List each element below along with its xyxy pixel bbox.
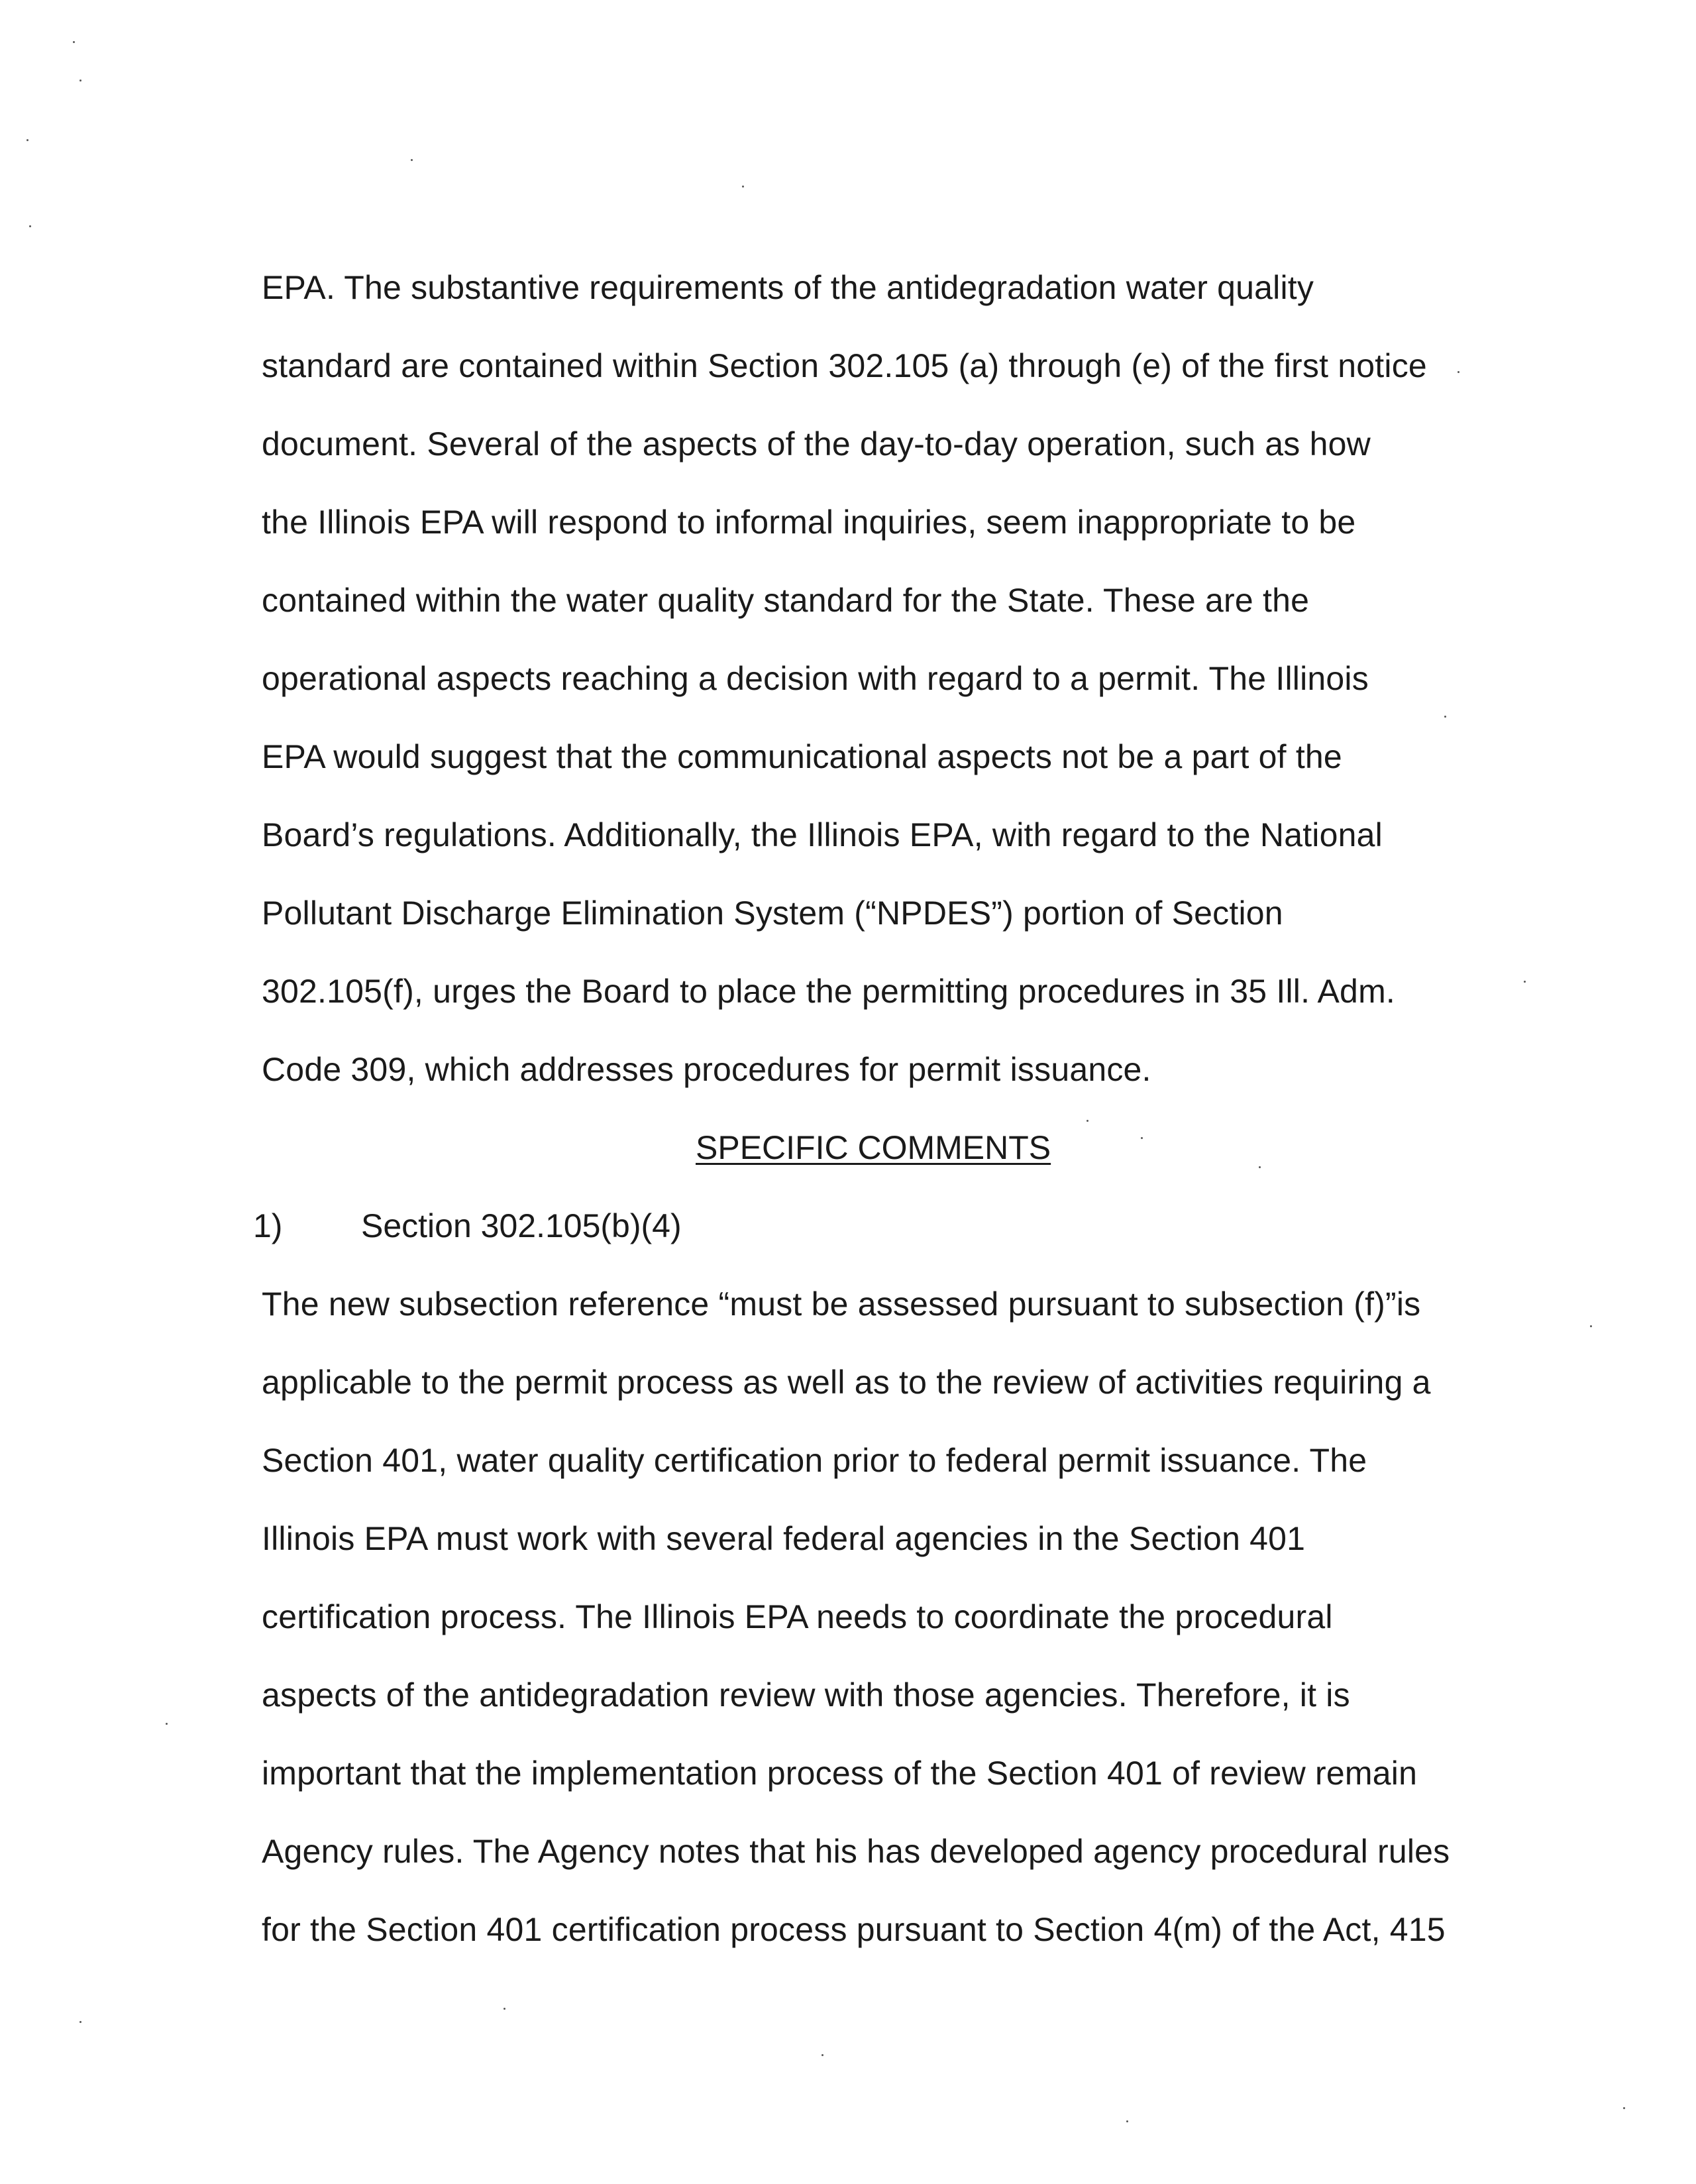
- item-line: for the Section 401 certification process pursuant to Section 4(m) of the Act, 415: [262, 1911, 1446, 1948]
- scan-speck: [73, 41, 75, 43]
- section-heading: SPECIFIC COMMENTS: [696, 1129, 1051, 1166]
- paragraph-line: contained within the water quality standard for the State. These are the: [262, 582, 1310, 619]
- paragraph-line: document. Several of the aspects of the day-to-day operation, such as how: [262, 425, 1371, 463]
- scan-speck: [26, 139, 28, 141]
- scan-speck: [1141, 1137, 1143, 1139]
- paragraph-line: operational aspects reaching a decision with regard to a permit. The Illinois: [262, 660, 1369, 697]
- paragraph-line: Pollutant Discharge Elimination System (“NPDES”) portion of Section: [262, 895, 1283, 932]
- item-line: applicable to the permit process as well as to the review of activities requiring a: [262, 1364, 1431, 1401]
- paragraph-line: EPA would suggest that the communicational aspects not be a part of the: [262, 738, 1342, 775]
- paragraph-line: Board’s regulations. Additionally, the Illinois EPA, with regard to the National: [262, 816, 1383, 853]
- scan-speck: [411, 159, 413, 161]
- paragraph-line: 302.105(f), urges the Board to place the permitting procedures in 35 Ill. Adm.: [262, 973, 1396, 1010]
- scan-speck: [504, 2008, 505, 2010]
- scan-speck: [29, 225, 31, 227]
- item-line: important that the implementation process of the Section 401 of review remain: [262, 1755, 1418, 1792]
- scan-speck: [822, 2054, 823, 2056]
- paragraph-line: standard are contained within Section 302.105 (a) through (e) of the first notice: [262, 347, 1427, 384]
- item-line: Agency rules. The Agency notes that his has developed agency procedural rules: [262, 1833, 1450, 1870]
- item-line: Illinois EPA must work with several federal agencies in the Section 401: [262, 1520, 1306, 1557]
- scan-speck: [1086, 1120, 1088, 1122]
- paragraph-line: Code 309, which addresses procedures for permit issuance.: [262, 1051, 1151, 1088]
- scan-speck: [80, 2021, 81, 2023]
- scan-speck: [1623, 2107, 1625, 2109]
- item-line: Section 401, water quality certification prior to federal permit issuance. The: [262, 1442, 1367, 1479]
- scan-speck: [1524, 981, 1526, 983]
- paragraph-line: EPA. The substantive requirements of the antidegradation water quality: [262, 269, 1314, 306]
- scan-speck: [742, 186, 744, 188]
- item-title: Section 302.105(b)(4): [361, 1207, 682, 1244]
- scan-speck: [1458, 371, 1459, 373]
- scan-speck: [80, 80, 81, 82]
- item-number: 1): [253, 1207, 283, 1244]
- scan-speck: [1590, 1325, 1592, 1327]
- paragraph-line: the Illinois EPA will respond to informal inquiries, seem inappropriate to be: [262, 504, 1356, 541]
- scan-speck: [1126, 2120, 1128, 2122]
- scan-speck: [1259, 1166, 1261, 1168]
- item-line: aspects of the antidegradation review with those agencies. Therefore, it is: [262, 1676, 1350, 1714]
- scan-speck: [166, 1723, 168, 1725]
- scan-speck: [1444, 716, 1446, 718]
- item-line: The new subsection reference “must be assessed pursuant to subsection (f)”is: [262, 1285, 1421, 1323]
- item-line: certification process. The Illinois EPA needs to coordinate the procedural: [262, 1598, 1333, 1635]
